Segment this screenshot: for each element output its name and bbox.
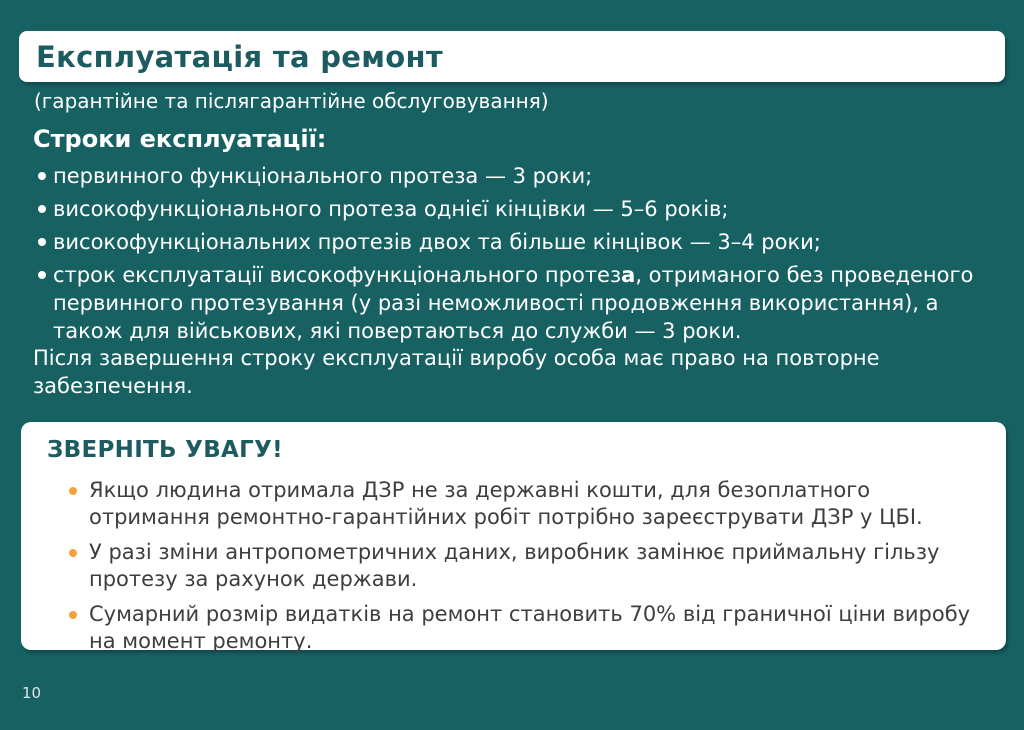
bullet-text: Якщо людина отримала ДЗР не за державні кошти, для безоплатного отримання ремонтно-гарантійних робіт потрібно зареєструвати ДЗР у ЦБІ.	[89, 478, 923, 529]
bullet-text: первинного функціонального протеза — 3 роки;	[53, 164, 593, 188]
list-item	[33, 162, 991, 190]
page-number: 10	[22, 684, 42, 702]
list-item	[67, 601, 972, 655]
list-item	[33, 228, 991, 256]
list-item	[67, 477, 972, 531]
note-paragraph: Після завершення строку експлуатації виробу особа має право на повторне забезпечення.	[33, 346, 880, 398]
title-bar	[19, 31, 1005, 82]
bullet-text-pre: строк експлуатації високофункціонального протез	[53, 263, 622, 287]
attention-card	[21, 422, 1006, 653]
bullet-text: У разі зміни антропометричних даних, виробник замінює приймальну гільзу протезу за рахунок держави.	[89, 540, 940, 591]
bullet-text: Сумарний розмір видатків на ремонт становить 70% від граничної ціни виробу на момент ремонту.	[89, 602, 971, 653]
page-title: Експлуатація та ремонт	[36, 39, 443, 74]
list-item	[67, 539, 972, 593]
attention-list	[67, 477, 972, 655]
list-item	[33, 261, 991, 345]
attention-card-heading: ЗВЕРНІТЬ УВАГУ!	[47, 437, 283, 463]
section-heading: Строки експлуатації:	[33, 125, 327, 153]
list-item	[33, 195, 991, 223]
bullet-text: високофункціонального протеза однієї кінцівки — 5–6 років;	[53, 197, 729, 221]
bullet-text-post: , отриманого без проведеного первинного протезування (у разі неможливості продовження використання), а також для військових, які повертаються до служби — 3 роки.	[53, 263, 974, 343]
slide-subtitle: (гарантійне та післягарантійне обслуговування)	[34, 89, 549, 113]
bullet-text-bold: а	[621, 263, 636, 287]
bullet-text: високофункціональних протезів двох та більше кінцівок — 3–4 роки;	[53, 230, 821, 254]
terms-of-use-list	[33, 162, 991, 350]
